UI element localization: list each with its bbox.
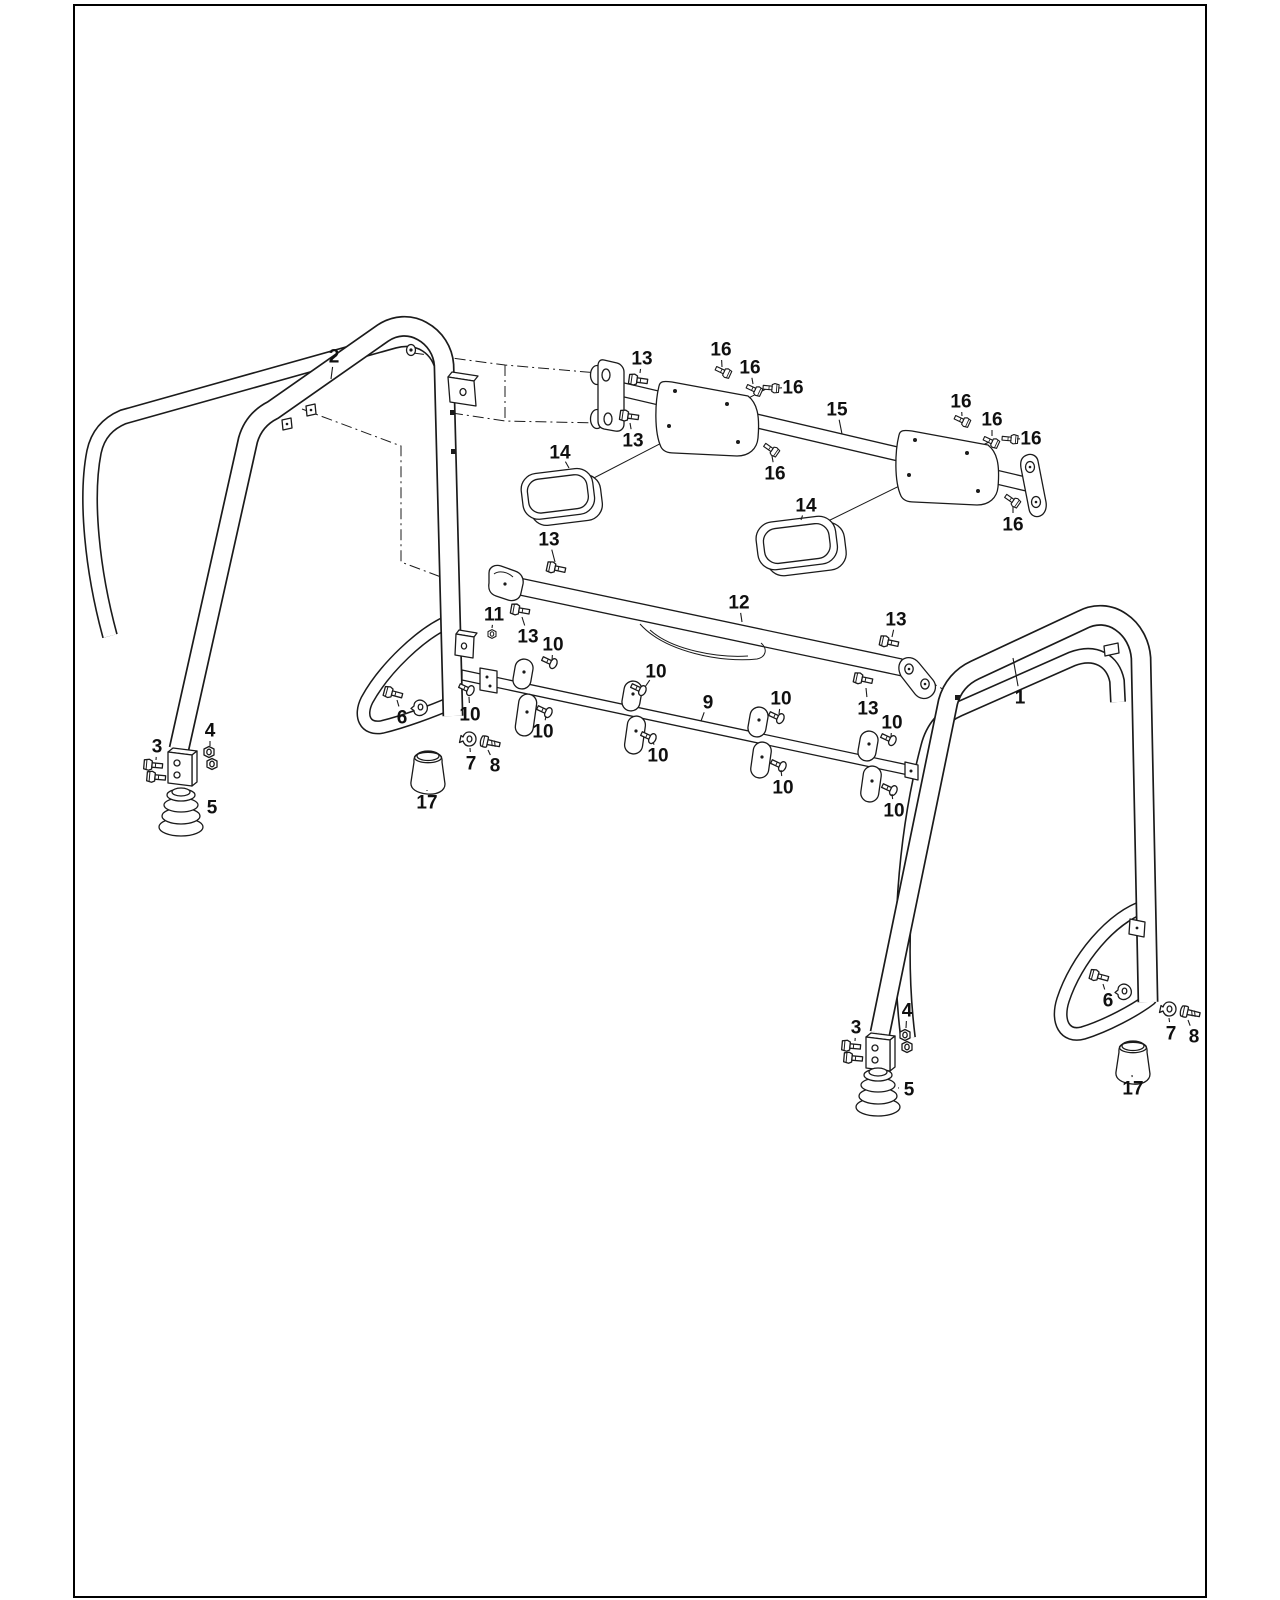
callout-label-16: 16 (981, 409, 1003, 431)
callout-label-13: 13 (538, 529, 560, 551)
callout-label-4: 4 (204, 720, 216, 742)
callout-label-1: 1 (1014, 687, 1026, 709)
callout-label-10: 10 (647, 745, 669, 767)
callout-label-15: 15 (826, 399, 848, 421)
callout-label-8 (490, 756, 501, 777)
callout-label-10: 10 (770, 688, 792, 710)
callout-label-14: 14 (549, 442, 571, 464)
callout-label-16 (981, 410, 1002, 431)
nut-4 (207, 759, 217, 770)
callout-label-16 (1020, 429, 1041, 450)
nut-11 (488, 630, 496, 639)
callout-label-9: 9 (702, 692, 714, 714)
callout-leader-10 (781, 770, 782, 776)
callout-label-4: 4 (901, 1000, 913, 1022)
callout-label-7: 7 (465, 753, 477, 775)
callout-label-2: 2 (328, 346, 340, 368)
callout-label-8: 8 (489, 755, 501, 777)
callout-label-10: 10 (645, 661, 667, 683)
page-border (74, 5, 1206, 1597)
callout-label-10: 10 (459, 704, 481, 726)
callout-label-16: 16 (1002, 514, 1024, 536)
callout-leader-10 (892, 794, 893, 799)
callout-label-10: 10 (881, 712, 903, 734)
callout-leader-13 (640, 369, 641, 373)
nut-4 (204, 747, 214, 758)
callout-label-6 (397, 708, 408, 729)
callout-label-13: 13 (885, 609, 907, 631)
callout-label-13: 13 (631, 348, 653, 370)
callout-label-10: 10 (772, 777, 794, 799)
callout-label-16 (1002, 515, 1023, 536)
callout-label-3: 3 (850, 1017, 862, 1039)
callout-label-7 (466, 754, 477, 775)
pad-14-right (754, 513, 848, 578)
callout-label-12: 12 (728, 592, 750, 614)
callout-label-16: 16 (1020, 428, 1042, 450)
callout-leader-7 (1169, 1018, 1170, 1022)
callout-label-16: 16 (950, 391, 972, 413)
callout-label-13: 13 (857, 698, 879, 720)
callout-label-16: 16 (764, 463, 786, 485)
nut-4 (900, 1030, 910, 1041)
callout-label-3: 3 (151, 736, 163, 758)
callout-label-10: 10 (532, 721, 554, 743)
left-leg-mount (168, 748, 197, 786)
callout-label-6: 6 (396, 707, 408, 729)
end-cap-17-left (411, 751, 445, 794)
callout-label-17: 17 (416, 792, 438, 814)
rail-tab (1104, 643, 1119, 656)
callout-label-14: 14 (795, 495, 817, 517)
callout-label-11: 11 (483, 604, 505, 626)
callout-label-17: 17 (1122, 1078, 1144, 1100)
callout-label-5 (207, 798, 218, 819)
callout-label-13: 13 (622, 430, 644, 452)
callout-leader-10 (779, 709, 780, 714)
nut-4 (902, 1042, 912, 1053)
callout-label-13: 13 (517, 626, 539, 648)
right-leg-mount (866, 1033, 895, 1071)
callout-label-5: 5 (206, 797, 218, 819)
callout-label-10: 10 (542, 634, 564, 656)
callout-label-10 (542, 635, 563, 656)
